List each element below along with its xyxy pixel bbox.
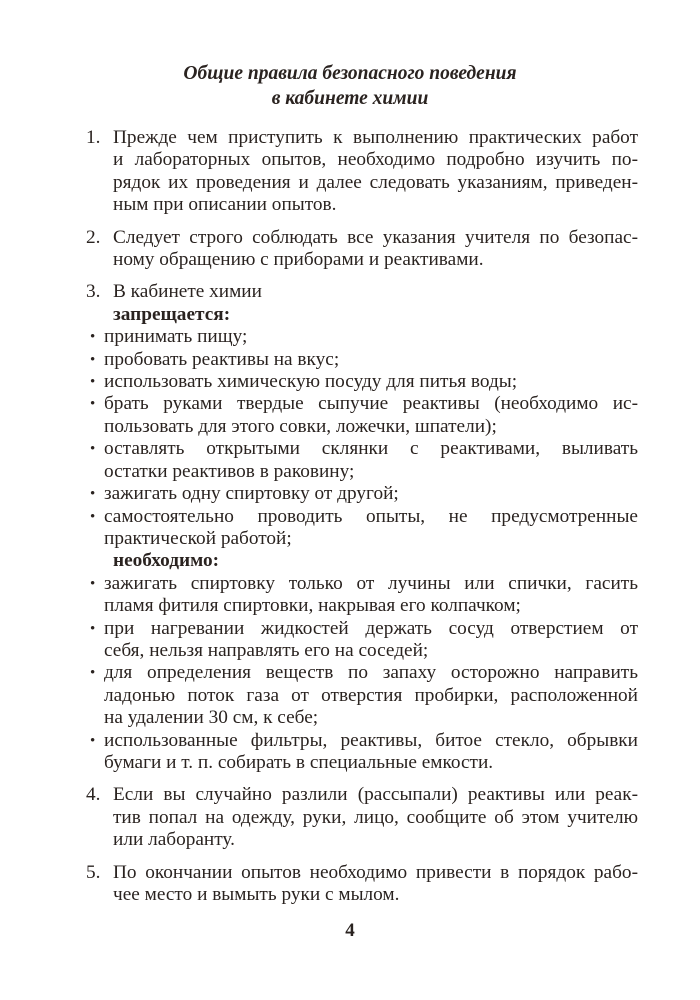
- text-line: пламя фитиля спиртовки, накрывая его колпачком;: [104, 595, 521, 617]
- text-line: ным при описании опытов.: [113, 194, 337, 216]
- bullet-item: [90, 371, 638, 393]
- text-line: рядок их проведения и далее следовать указаниям, приведен-: [113, 171, 638, 193]
- bullet-icon: •: [90, 575, 96, 592]
- text-line: или лаборанту.: [113, 829, 235, 851]
- rule-text: [113, 862, 638, 907]
- bullet-icon: •: [90, 620, 96, 637]
- text-line: бумаги и т. п. собирать в специальные емкости.: [104, 751, 494, 773]
- rule-item: [86, 281, 638, 774]
- bullet-item: [90, 348, 638, 371]
- text-line: Следует строго соблюдать все указания учителя по безопас-: [113, 226, 638, 248]
- text-line: использованные фильтры, реактивы, битое стекло, обрывки: [104, 729, 638, 751]
- rule-item: [86, 862, 638, 907]
- bullet-item: [90, 617, 638, 663]
- text-line: практической работой;: [104, 527, 292, 549]
- rule-number: 1.: [86, 127, 101, 148]
- text-line: зажигать спиртовку только от лучины или спички, гасить: [104, 572, 638, 594]
- rule-number: 2.: [86, 226, 101, 248]
- bullet-text: [104, 438, 638, 483]
- bullet-item: [90, 662, 638, 729]
- bullet-item: [90, 393, 638, 438]
- bullet-text: [104, 483, 638, 505]
- bullet-text: [104, 662, 638, 729]
- rule-text: [113, 784, 638, 851]
- page-title: [0, 62, 700, 111]
- text-line: пробовать реактивы на вкус;: [104, 348, 340, 370]
- text-line: для определения веществ по запаху осторожно направить: [104, 662, 638, 684]
- rules-list: [86, 127, 638, 916]
- bullet-item: [90, 729, 638, 775]
- rule-item: [86, 784, 638, 851]
- bullet-item: [90, 483, 638, 505]
- text-line: себя, нельзя направлять его на соседей;: [104, 639, 429, 661]
- text-line: В кабинете химии: [113, 281, 262, 303]
- rule-text: [113, 127, 638, 217]
- bullet-icon: •: [90, 732, 96, 749]
- bullet-icon: •: [90, 329, 96, 346]
- bullet-icon: •: [90, 396, 96, 413]
- bullet-item: [90, 572, 638, 618]
- title-line-1: Общие правила безопасного поведения: [183, 63, 517, 84]
- rule-item: [86, 127, 638, 217]
- bullet-item: [90, 438, 638, 483]
- bullet-icon: •: [90, 351, 96, 368]
- bullet-text: [104, 730, 638, 775]
- bullet-text: [104, 371, 638, 393]
- title-line-2: в кабинете химии: [271, 87, 429, 109]
- text-line: ному обращению с приборами и реактивами.: [113, 249, 484, 271]
- page-number: 4: [345, 920, 355, 941]
- text-line: при нагревании жидкостей держать сосуд отверстием от: [104, 617, 638, 639]
- rule-text: [113, 281, 638, 303]
- rule-item: [86, 227, 638, 272]
- bullet-icon: •: [90, 441, 96, 458]
- text-line: брать руками твердые сыпучие реактивы (необходимо ис-: [104, 393, 638, 415]
- text-line: зажигать одну спиртовку от другой;: [104, 483, 399, 505]
- bullet-text: [104, 618, 638, 663]
- bullet-icon: •: [90, 665, 96, 682]
- text-line: на удалении 30 см, к себе;: [104, 707, 319, 729]
- text-line: самостоятельно проводить опыты, не предусмотренные: [104, 505, 638, 527]
- bullet-text: [104, 506, 638, 551]
- rule-number: 4.: [86, 784, 101, 806]
- bullet-item: [90, 505, 638, 551]
- rule-number: 5.: [86, 861, 101, 883]
- text-line: использовать химическую посуду для питья воды;: [104, 371, 518, 393]
- text-line: тив попал на одежду, руки, лицо, сообщите об этом учителю: [113, 806, 638, 828]
- text-line: Прежде чем приступить к выполнению практических работ: [113, 127, 638, 148]
- section-heading: запрещается:: [113, 303, 231, 325]
- bullet-text: [104, 573, 638, 618]
- bullet-icon: •: [90, 508, 96, 525]
- text-line: оставлять открытыми склянки с реактивами, выливать: [104, 438, 638, 460]
- rule-text: [113, 227, 638, 272]
- text-line: По окончании опытов необходимо привести в порядок рабо-: [113, 861, 638, 883]
- text-line: Если вы случайно разлили (рассыпали) реактивы или реак-: [113, 784, 638, 806]
- text-line: остатки реактивов в раковину;: [104, 460, 355, 482]
- text-line: ладонью поток газа от отверстия пробирки, расположенной: [104, 684, 638, 706]
- bullet-icon: •: [90, 486, 96, 503]
- text-line: и лабораторных опытов, необходимо подробно изучить по-: [113, 149, 638, 171]
- text-line: пользовать для этого совки, ложечки, шпатели);: [104, 415, 497, 437]
- text-line: принимать пищу;: [104, 326, 248, 348]
- rule-number: 3.: [86, 281, 101, 303]
- bullet-icon: •: [90, 374, 96, 391]
- bullet-text: [104, 393, 638, 438]
- bullet-item: [90, 326, 638, 348]
- section-heading: необходимо:: [113, 550, 220, 572]
- bullet-text: [104, 326, 638, 348]
- bullet-text: [104, 349, 638, 371]
- text-line: чее место и вымыть руки с мылом.: [113, 884, 400, 905]
